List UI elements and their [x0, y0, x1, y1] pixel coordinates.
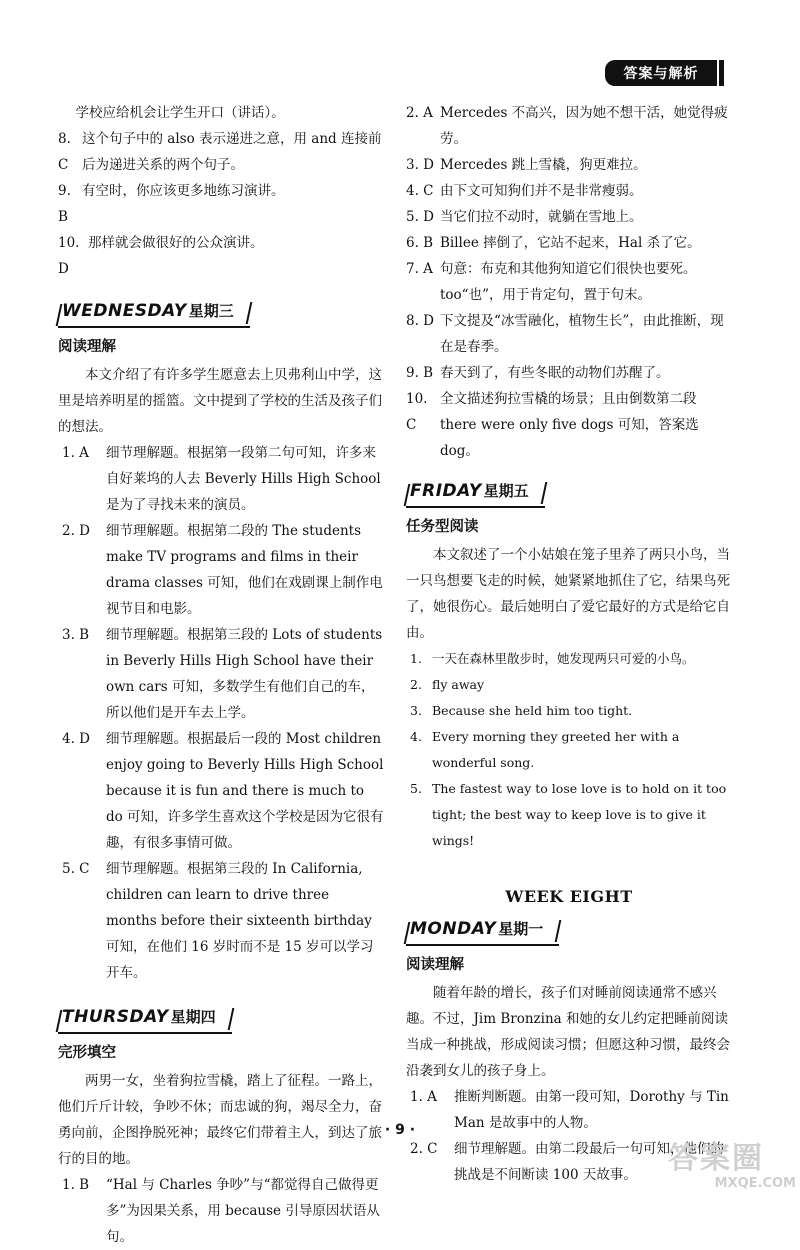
- answer-number: 1.: [410, 651, 422, 666]
- answer-text: “Hal 与 Charles 争吵”与“都觉得自己做得更多”为因果关系，用 because 引导原因状语从句。: [106, 1177, 380, 1245]
- answer-text: 一天在森林里散步时，她发现两只可爱的小鸟。: [432, 651, 695, 666]
- answer-text: 那样就会做很好的公众演讲。: [88, 235, 264, 251]
- answer-number: 2. A: [406, 105, 433, 121]
- answer-text: 下文提及“冰雪融化，植物生长”，由此推断，现在是春季。: [440, 313, 724, 355]
- day-heading-cn: 星期四: [170, 1008, 216, 1026]
- answer-text: Because she held him too tight.: [432, 703, 633, 718]
- answer-item: [406, 360, 732, 386]
- answer-item: [406, 230, 732, 256]
- day-heading-cn: 星期三: [188, 302, 234, 320]
- watermark-logo: 答案圈: [668, 1141, 764, 1176]
- answer-number: 4.: [410, 729, 422, 744]
- answer-item: [406, 672, 732, 698]
- answer-item: [58, 230, 384, 282]
- section-title: 完形填空: [58, 1045, 116, 1061]
- answer-item: [406, 100, 732, 152]
- answer-item: [58, 440, 384, 518]
- answer-item: [406, 724, 732, 776]
- answer-number: 2. D: [62, 523, 90, 539]
- answer-text: 细节理解题。根据第三段的 Lots of students in Beverly Hills High School have their own cars 可知，多数学生有他们自己的车，所以他们是开车去上学。: [106, 627, 383, 721]
- answer-item: [406, 646, 732, 672]
- answer-item: [58, 1172, 384, 1250]
- answer-item: [406, 204, 732, 230]
- week-title: WEEK EIGHT: [505, 887, 633, 906]
- answer-text: Every morning they greeted her with a wonderful song.: [432, 729, 680, 770]
- left-column: [58, 100, 384, 1250]
- day-heading-cn: 星期五: [483, 482, 529, 500]
- answer-number: 5.: [410, 781, 422, 796]
- answer-text: 推断判断题。由第一段可知，Dorothy 与 Tin Man 是故事中的人物。: [454, 1089, 729, 1131]
- answer-text: 细节理解题。根据第二段的 The students make TV programs and films in their drama classes 可知，他们在戏剧课上制作电视节目和电影。: [106, 523, 383, 617]
- right-column: [406, 100, 732, 1188]
- answer-number: 1. A: [410, 1089, 437, 1105]
- passage-summary: 本文介绍了有许多学生愿意去上贝弗利山中学，这里是培养明星的摇篮。文中提到了学校的生活及孩子们的想法。: [58, 367, 382, 435]
- answer-number: 7. A: [406, 261, 433, 277]
- day-heading-en: WEDNESDAY: [62, 301, 187, 321]
- section-title: 阅读理解: [406, 957, 464, 973]
- answer-item: [406, 776, 732, 854]
- answer-number: 6. B: [406, 235, 434, 251]
- answer-item: [58, 726, 384, 856]
- day-heading-friday: [406, 478, 545, 508]
- answer-item: [406, 178, 732, 204]
- answer-number: 10. C: [406, 391, 428, 433]
- day-heading-cn: 星期一: [498, 920, 544, 938]
- answer-number: 1. B: [62, 1177, 90, 1193]
- day-heading-wednesday: [58, 298, 250, 328]
- answer-item: [58, 178, 384, 230]
- answer-text: 句意：布克和其他狗知道它们很快也要死。too“也”，用于肯定句，置于句末。: [440, 261, 697, 303]
- page-number: · 9 ·: [384, 1122, 416, 1138]
- passage-summary: 本文叙述了一个小姑娘在笼子里养了两只小鸟，当一只鸟想要飞走的时候，她紧紧地抓住了它，结果鸟死了，她很伤心。最后她明白了爱它最好的方式是给它自由。: [406, 547, 730, 641]
- answer-number: 2. C: [410, 1141, 438, 1157]
- answer-item: [406, 256, 732, 308]
- header-bar-decoration: [719, 60, 724, 86]
- passage-summary: 两男一女，坐着狗拉雪橇，踏上了征程。一路上，他们斤斤计较，争吵不休；而忠诚的狗，竭尽全力，奋勇向前，企图挣脱死神；最终它们带着主人，到达了旅行的目的地。: [58, 1073, 382, 1167]
- answer-text: fly away: [432, 677, 485, 692]
- answer-number: 8. C: [58, 131, 71, 173]
- answer-item: [406, 386, 732, 464]
- answer-number: 4. D: [62, 731, 90, 747]
- section-header-label: 答案与解析: [623, 66, 699, 82]
- answer-number: 1. A: [62, 445, 89, 461]
- answer-continuation: 学校应给机会让学生开口（讲话）。: [75, 105, 285, 121]
- answer-number: 10. D: [58, 235, 80, 277]
- answer-number: 8. D: [406, 313, 434, 329]
- answer-text: 由下文可知狗们并不是非常瘦弱。: [440, 183, 643, 199]
- section-title: 阅读理解: [58, 339, 116, 355]
- day-heading-en: THURSDAY: [62, 1007, 169, 1027]
- answer-number: 3.: [410, 703, 422, 718]
- answer-number: 4. C: [406, 183, 434, 199]
- passage-summary: 随着年龄的增长，孩子们对睡前阅读通常不感兴趣。不过，Jim Bronzina 和她的女儿约定把睡前阅读当成一种挑战，形成阅读习惯；但愿这种习惯，最终会沿袭到女儿的孩子身上。: [406, 985, 730, 1079]
- answer-number: 5. D: [406, 209, 434, 225]
- answer-text: 当它们拉不动时，就躺在雪地上。: [440, 209, 643, 225]
- answer-text: 这个句子中的 also 表示递进之意，用 and 连接前后为递进关系的两个句子。: [82, 131, 382, 173]
- answer-text: 细节理解题。根据第一段第二句可知，许多来自好莱坞的人去 Beverly Hills High School 是为了寻找未来的演员。: [106, 445, 381, 513]
- day-heading-thursday: [58, 1004, 232, 1034]
- answer-number: 3. B: [62, 627, 90, 643]
- day-heading-en: MONDAY: [410, 919, 497, 939]
- answer-item: [58, 622, 384, 726]
- answer-number: 2.: [410, 677, 422, 692]
- answer-item: [58, 126, 384, 178]
- answer-number: 3. D: [406, 157, 434, 173]
- answer-text: 细节理解题。根据最后一段的 Most children enjoy going to Beverly Hills High School because it is fun and there is much to do 可知，许多学生喜欢这个学校是因为它很有趣，有很多事情可做。: [106, 731, 384, 851]
- answer-item: [406, 152, 732, 178]
- answer-text: 全文描述狗拉雪橇的场景；且由倒数第二段 there were only five dogs 可知，答案选 dog。: [440, 391, 699, 459]
- section-title: 任务型阅读: [406, 519, 479, 535]
- answer-text: Billee 摔倒了，它站不起来，Hal 杀了它。: [440, 235, 701, 251]
- answer-number: 5. C: [62, 861, 90, 877]
- answer-number: 9. B: [58, 183, 71, 225]
- answer-text: Mercedes 跳上雪橇，狗更难拉。: [440, 157, 647, 173]
- day-heading-monday: [406, 916, 559, 946]
- watermark-url: MXQE.COM: [714, 1176, 796, 1191]
- answer-text: 细节理解题。根据第三段的 In California, children can learn to drive three months before their sixteenth birthday 可知，在他们 16 岁时而不是 15 岁可以学习开车。: [106, 861, 374, 981]
- day-heading-en: FRIDAY: [410, 481, 482, 501]
- answer-item: [406, 308, 732, 360]
- answer-text: The fastest way to lose love is to hold on it too tight; the best way to keep love is to give it wings!: [432, 781, 727, 848]
- answer-text: Mercedes 不高兴，因为她不想干活，她觉得疲劳。: [440, 105, 728, 147]
- answer-item: [58, 518, 384, 622]
- answer-text: 春天到了，有些冬眠的动物们苏醒了。: [440, 365, 670, 381]
- watermark: [668, 1142, 796, 1196]
- answer-item: [58, 856, 384, 986]
- answer-item: [406, 698, 732, 724]
- section-header-tab: [605, 60, 717, 86]
- answer-text: 有空时，你应该更多地练习演讲。: [82, 183, 285, 199]
- answer-number: 9. B: [406, 365, 434, 381]
- answer-text: 细节理解题。由第二段最后一句可知，他们的挑战是不间断读 100 天故事。: [454, 1141, 724, 1183]
